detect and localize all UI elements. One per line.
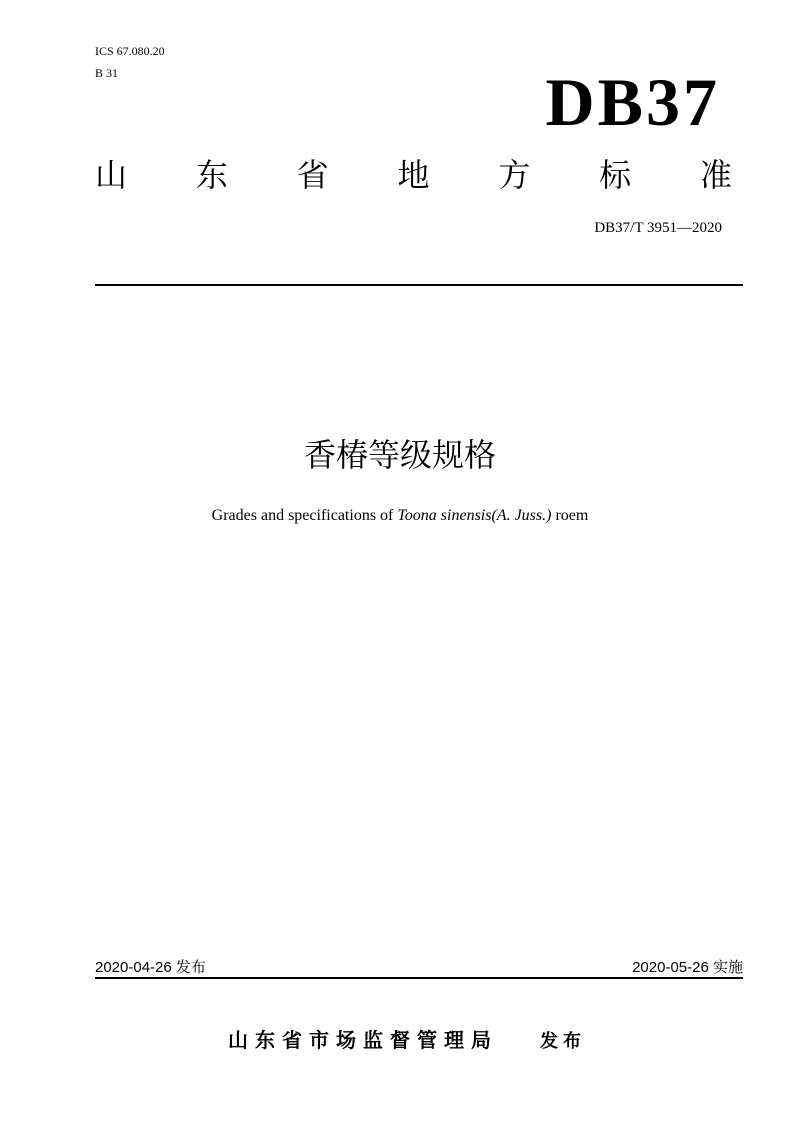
ccs-code: B 31 — [95, 66, 119, 80]
title-char: 地 — [397, 157, 430, 193]
english-title-suffix: roem — [551, 507, 589, 524]
english-title-prefix: Grades and specifications of — [211, 507, 398, 524]
title-char: 省 — [296, 157, 329, 193]
issue-label: 发 布 — [540, 1031, 582, 1051]
publish-date: 2020-04-26 发布 — [95, 959, 206, 976]
title-char: 方 — [498, 157, 531, 193]
ics-code: ICS 67.080.20 — [95, 44, 165, 58]
standard-number-text: DB37/T 3951—2020 — [594, 220, 722, 236]
title-char: 准 — [699, 157, 732, 193]
classification-codes — [95, 40, 165, 84]
document-title-english — [0, 505, 800, 527]
document-title-chinese: 香椿等级规格 — [303, 437, 496, 473]
title-char: 标 — [599, 157, 632, 193]
standard-number — [594, 218, 722, 238]
header-divider — [95, 284, 743, 286]
issuing-authority: 山东省市场监督管理局 — [228, 1030, 498, 1052]
implement-date: 2020-05-26 实施 — [632, 959, 743, 976]
standard-category-title — [95, 155, 732, 195]
title-char: 东 — [195, 157, 228, 193]
standard-logo: DB37 — [545, 64, 720, 140]
title-char: 山 — [95, 157, 128, 193]
footer-divider — [95, 977, 743, 979]
english-title-species: Toona sinensis(A. Juss.) — [397, 507, 552, 524]
